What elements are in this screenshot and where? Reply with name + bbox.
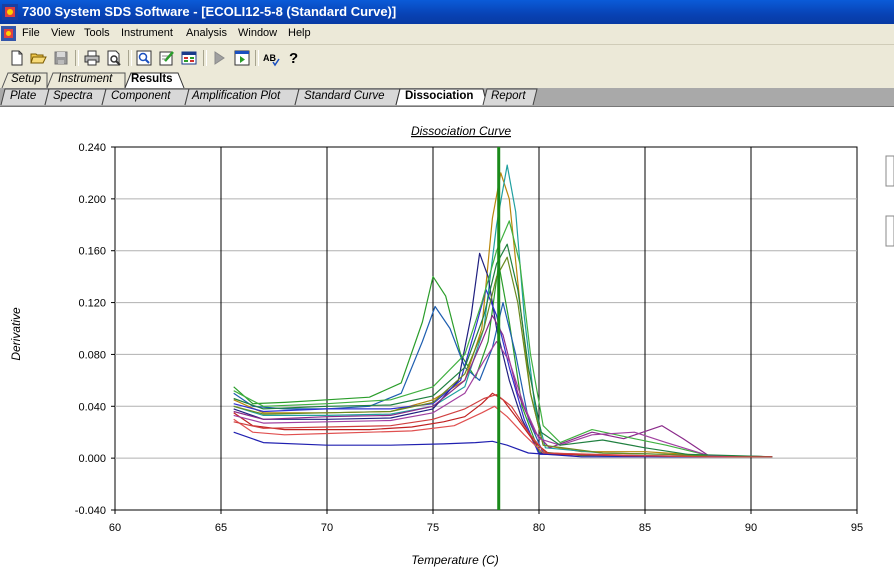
toolbar-separator [75,50,79,66]
y-tick-label: 0.080 [78,349,106,362]
menu-analysis[interactable]: Analysis [186,27,227,39]
edit-icon[interactable] [158,49,176,67]
y-tick-label: 0.160 [78,245,106,258]
run-icon[interactable] [210,49,228,67]
open-folder-icon[interactable] [29,49,47,67]
save-icon[interactable] [52,49,70,67]
spelling-icon[interactable] [262,49,280,67]
tab-spectra[interactable]: Spectra [53,90,93,102]
toolbar [0,45,894,71]
x-tick-label: 95 [850,522,864,534]
y-tick-label: 0.240 [78,142,106,154]
title-bar [0,0,894,24]
legend-edge [886,216,894,246]
print-icon[interactable] [83,49,101,67]
app-icon [2,4,18,20]
tab-dissociation[interactable]: Dissociation [405,90,474,102]
x-tick-label: 65 [214,522,228,534]
tab-component[interactable]: Component [111,90,171,102]
menu-instrument[interactable]: Instrument [121,27,173,39]
y-axis-label: Derivative [9,307,23,361]
zoom-icon[interactable] [135,49,153,67]
x-tick-label: 60 [108,522,122,534]
document-icon[interactable] [1,26,16,41]
menu-bar [0,24,894,45]
svg-text:?: ? [289,50,299,67]
run-window-icon[interactable] [233,49,251,67]
tab-setup[interactable]: Setup [11,73,42,85]
menu-window[interactable]: Window [238,27,278,39]
x-tick-label: 70 [320,522,334,534]
tab-amplification-plot[interactable]: Amplification Plot [192,90,281,102]
new-file-icon[interactable] [8,49,26,67]
grid-icon[interactable] [180,49,198,67]
chart-title: Dissociation Curve [410,124,512,138]
toolbar-separator [128,50,132,66]
x-tick-label: 90 [744,522,758,534]
tab-report[interactable]: Report [491,90,526,102]
y-tick-label: 0.000 [78,453,106,466]
menu-view[interactable]: View [51,27,75,39]
x-tick-label: 80 [532,522,546,534]
dissociation-chart [0,106,894,570]
legend-edge [886,156,894,186]
y-tick-label: 0.120 [78,297,106,310]
tab-instrument[interactable]: Instrument [58,73,113,85]
window-title: 7300 System SDS Software - [ECOLI12-5-8 (Standard Curve)] [22,4,397,19]
y-tick-label: -0.040 [74,505,106,517]
menu-help[interactable]: Help [288,27,311,39]
x-tick-label: 85 [638,522,652,534]
menu-tools[interactable]: Tools [84,27,110,39]
x-axis-label: Temperature (C) [411,553,499,567]
menu-file[interactable]: File [22,27,40,39]
print-preview-icon[interactable] [105,49,123,67]
tab-results[interactable]: Results [131,73,173,85]
x-tick-label: 75 [426,522,440,534]
y-tick-label: 0.040 [78,401,106,414]
sub-tab-bar [0,88,894,107]
toolbar-separator [255,50,259,66]
top-tab-bar [0,71,894,89]
tab-standard-curve[interactable]: Standard Curve [304,90,385,102]
toolbar-separator [203,50,207,66]
svg-text:AB: AB [263,53,276,63]
y-tick-label: 0.200 [78,193,106,206]
tab-plate[interactable]: Plate [10,90,37,102]
help-icon[interactable] [285,49,303,67]
